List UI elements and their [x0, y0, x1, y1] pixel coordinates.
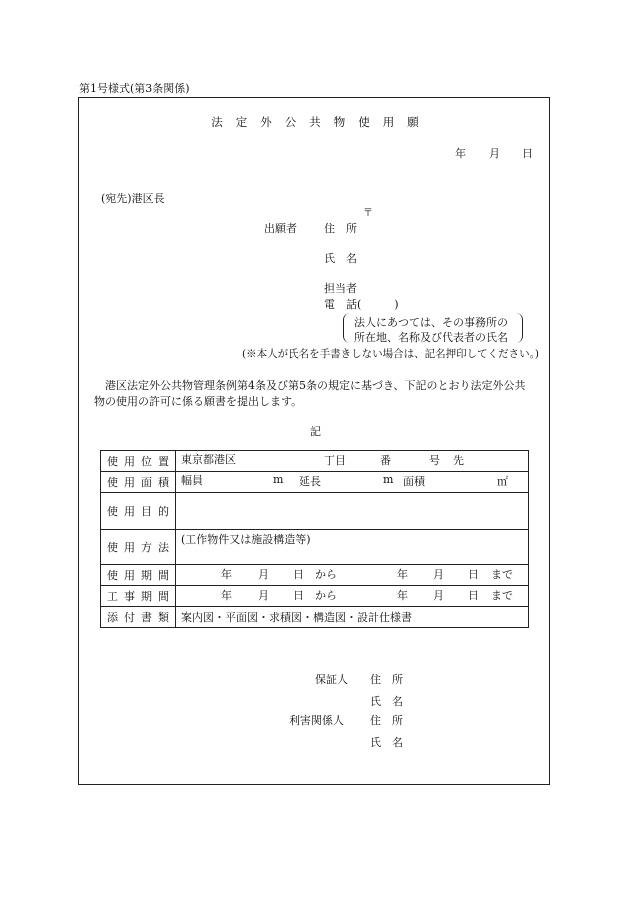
phone-label: 電 話( ) — [324, 298, 399, 311]
postal-mark: 〒 — [363, 208, 373, 219]
location-chome: 丁目 — [324, 454, 346, 467]
attachments-label: 添付書類 — [101, 607, 176, 628]
applicant-name-label: 氏 名 — [324, 252, 357, 265]
construction-end-day: 日 — [468, 589, 479, 602]
area-width-label: 幅員 — [181, 474, 203, 487]
period-start-month: 月 — [258, 568, 269, 581]
construction-start-month: 月 — [258, 589, 269, 602]
area-length-unit: m — [383, 473, 394, 486]
location-go: 号 — [429, 454, 440, 467]
period-end-month: 月 — [433, 568, 444, 581]
period-from: から — [315, 568, 337, 581]
period-end-day: 日 — [468, 568, 479, 581]
construction-cell[interactable] — [176, 586, 529, 607]
date-year: 年 — [455, 147, 466, 160]
date-month: 月 — [489, 147, 500, 160]
table-row-purpose — [101, 493, 529, 530]
table-row-attachments — [101, 607, 529, 628]
method-hint: (工作物件又は施設構造等) — [181, 533, 311, 546]
area-length-label: 延長 — [299, 475, 321, 488]
area-width-unit: m — [273, 473, 284, 486]
area-label: 使用面積 — [101, 472, 176, 493]
applicant-address-label: 住 所 — [324, 222, 357, 235]
guarantor-label: 保証人 — [315, 673, 348, 686]
table-row-construction — [101, 586, 529, 607]
attachments-cell[interactable]: 案内図・平面図・求積図・構造図・設計仕様書 — [176, 607, 529, 628]
period-end-year: 年 — [397, 568, 408, 581]
table-row-method — [101, 530, 529, 565]
signature-note: (※本人が氏名を手書きしない場合は、記名押印してください。) — [242, 348, 539, 360]
table-row-location — [101, 451, 529, 472]
purpose-cell[interactable] — [176, 493, 529, 530]
construction-start-day: 日 — [293, 589, 304, 602]
application-paragraph: 港区法定外公共物管理条例第4条及び第5条の規定に基づき、下記のとおり法定外公共物の使用の許可に係る願書を提出します。 — [94, 379, 526, 408]
applicant-label: 出願者 — [264, 222, 297, 235]
construction-to: まで — [491, 589, 513, 602]
contact-person-label: 担当者 — [324, 282, 357, 295]
area-area-label: 面積 — [403, 475, 425, 488]
method-cell[interactable] — [176, 530, 529, 565]
construction-from: から — [315, 589, 337, 602]
interested-address-label: 住 所 — [370, 714, 403, 727]
interested-party-label: 利害関係人 — [289, 714, 344, 727]
date-day: 日 — [522, 147, 533, 160]
corporate-note-line2: 所在地、名称及び代表者の氏名 — [354, 331, 508, 344]
guarantor-name-label: 氏 名 — [370, 695, 403, 708]
area-cell[interactable] — [176, 472, 529, 493]
period-label: 使用期間 — [101, 565, 176, 586]
area-area-unit: ㎡ — [497, 475, 508, 488]
period-to: まで — [491, 568, 513, 581]
construction-start-year: 年 — [221, 589, 232, 602]
location-saki: 先 — [453, 454, 464, 467]
construction-end-year: 年 — [397, 589, 408, 602]
period-start-year: 年 — [221, 568, 232, 581]
form-number-label: 第1号様式(第3条関係) — [79, 82, 190, 95]
application-table — [100, 450, 529, 628]
purpose-label: 使用目的 — [101, 493, 176, 530]
location-ban: 番 — [380, 454, 391, 467]
table-row-period — [101, 565, 529, 586]
guarantor-address-label: 住 所 — [370, 673, 403, 686]
interested-name-label: 氏 名 — [370, 736, 403, 749]
location-city: 東京都港区 — [181, 453, 236, 466]
period-cell[interactable] — [176, 565, 529, 586]
period-start-day: 日 — [293, 568, 304, 581]
table-row-area — [101, 472, 529, 493]
location-label: 使用位置 — [101, 451, 176, 472]
location-cell[interactable] — [176, 451, 529, 472]
construction-label: 工事期間 — [101, 586, 176, 607]
addressee: (宛先)港区長 — [101, 192, 165, 205]
document-title: 法定外公共物使用願 — [211, 115, 432, 129]
corporate-note-line1: 法人にあつては、その事務所の — [354, 316, 508, 329]
construction-end-month: 月 — [433, 589, 444, 602]
method-label: 使用方法 — [101, 530, 176, 565]
ki-heading: 記 — [310, 425, 321, 438]
